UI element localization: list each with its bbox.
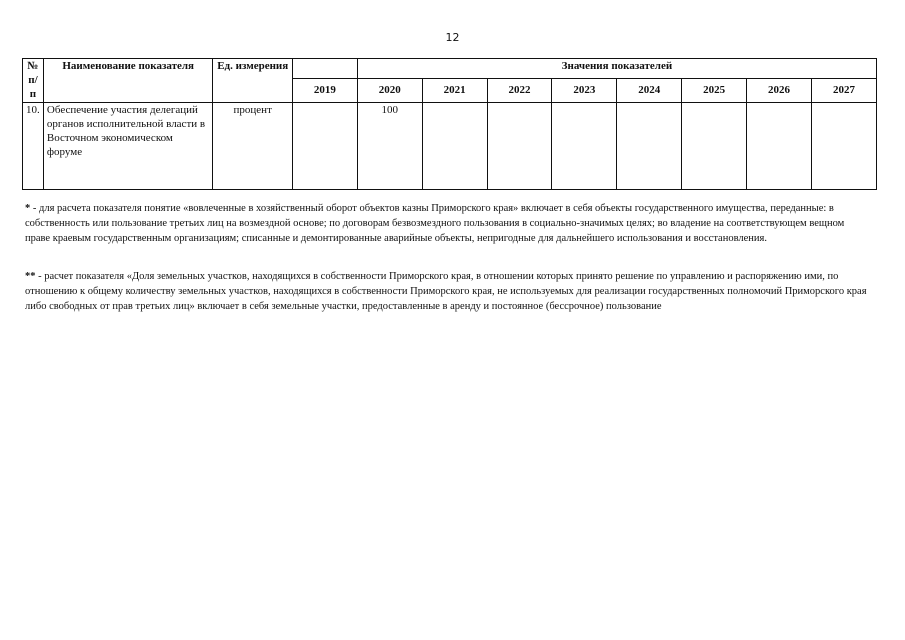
header-blank-2019 (292, 59, 357, 79)
header-year: 2025 (682, 78, 747, 102)
row-value-2025 (682, 103, 747, 190)
footnote-text: - расчет показателя «Доля земельных участков, находящихся в собственности Приморского края, в отношении которых принято решение по управлению и распоряжению ими, по отношению к общему количеству земельных участков, находящихся в собственности Приморского края, не используемых для реализации государственных полномочий Приморского края либо свободных от прав третьих лиц» включает в себя земельные участки, предоставленные в аренду и постоянное (бессрочное) пользование (25, 271, 867, 312)
header-year: 2024 (617, 78, 682, 102)
footnote-double-asterisk (25, 269, 870, 314)
row-value-2023 (552, 103, 617, 190)
footnote-single-asterisk (25, 201, 870, 246)
row-value-2024 (617, 103, 682, 190)
indicators-table (22, 58, 877, 190)
header-year: 2021 (422, 78, 487, 102)
footnote-text: - для расчета показателя понятие «вовлеченные в хозяйственный оборот объектов казны Приморского края» включает в себя объекты государственного имущества, переданные: в собственность или пользование третьих лиц на возмездной основе; по договорам безвозмездного пользования в социально-значимых целях; во владение на соответствующем вещном праве краевым государственным организациям; списанные и демонтированные аварийные объекты, непригодные для дальнейшего использования и восстановления. (25, 203, 845, 244)
row-value-2026 (747, 103, 812, 190)
row-value-2021 (422, 103, 487, 190)
footnote-marker: ** (25, 271, 36, 282)
header-year: 2027 (811, 78, 876, 102)
table-header-row (23, 59, 877, 79)
header-year: 2022 (487, 78, 552, 102)
header-values-group: Значения показателей (357, 59, 876, 79)
row-unit: процент (213, 103, 293, 190)
header-name: Наименование показателя (43, 59, 213, 103)
row-value-2020: 100 (357, 103, 422, 190)
row-indicator-name: Обеспечение участия делегаций органов исполнительной власти в Восточном экономическом форуме (43, 103, 213, 190)
page-number: 12 (445, 31, 460, 44)
header-year: 2026 (747, 78, 812, 102)
table-row (23, 103, 877, 190)
header-unit: Ед. измерения (213, 59, 293, 103)
header-year: 2019 (292, 78, 357, 102)
row-value-2022 (487, 103, 552, 190)
row-num: 10. (23, 103, 44, 190)
footnote-marker: * (25, 203, 31, 214)
header-num: № п/п (23, 59, 44, 103)
row-value-2027 (811, 103, 876, 190)
row-value-2019 (292, 103, 357, 190)
header-year: 2023 (552, 78, 617, 102)
header-year: 2020 (357, 78, 422, 102)
